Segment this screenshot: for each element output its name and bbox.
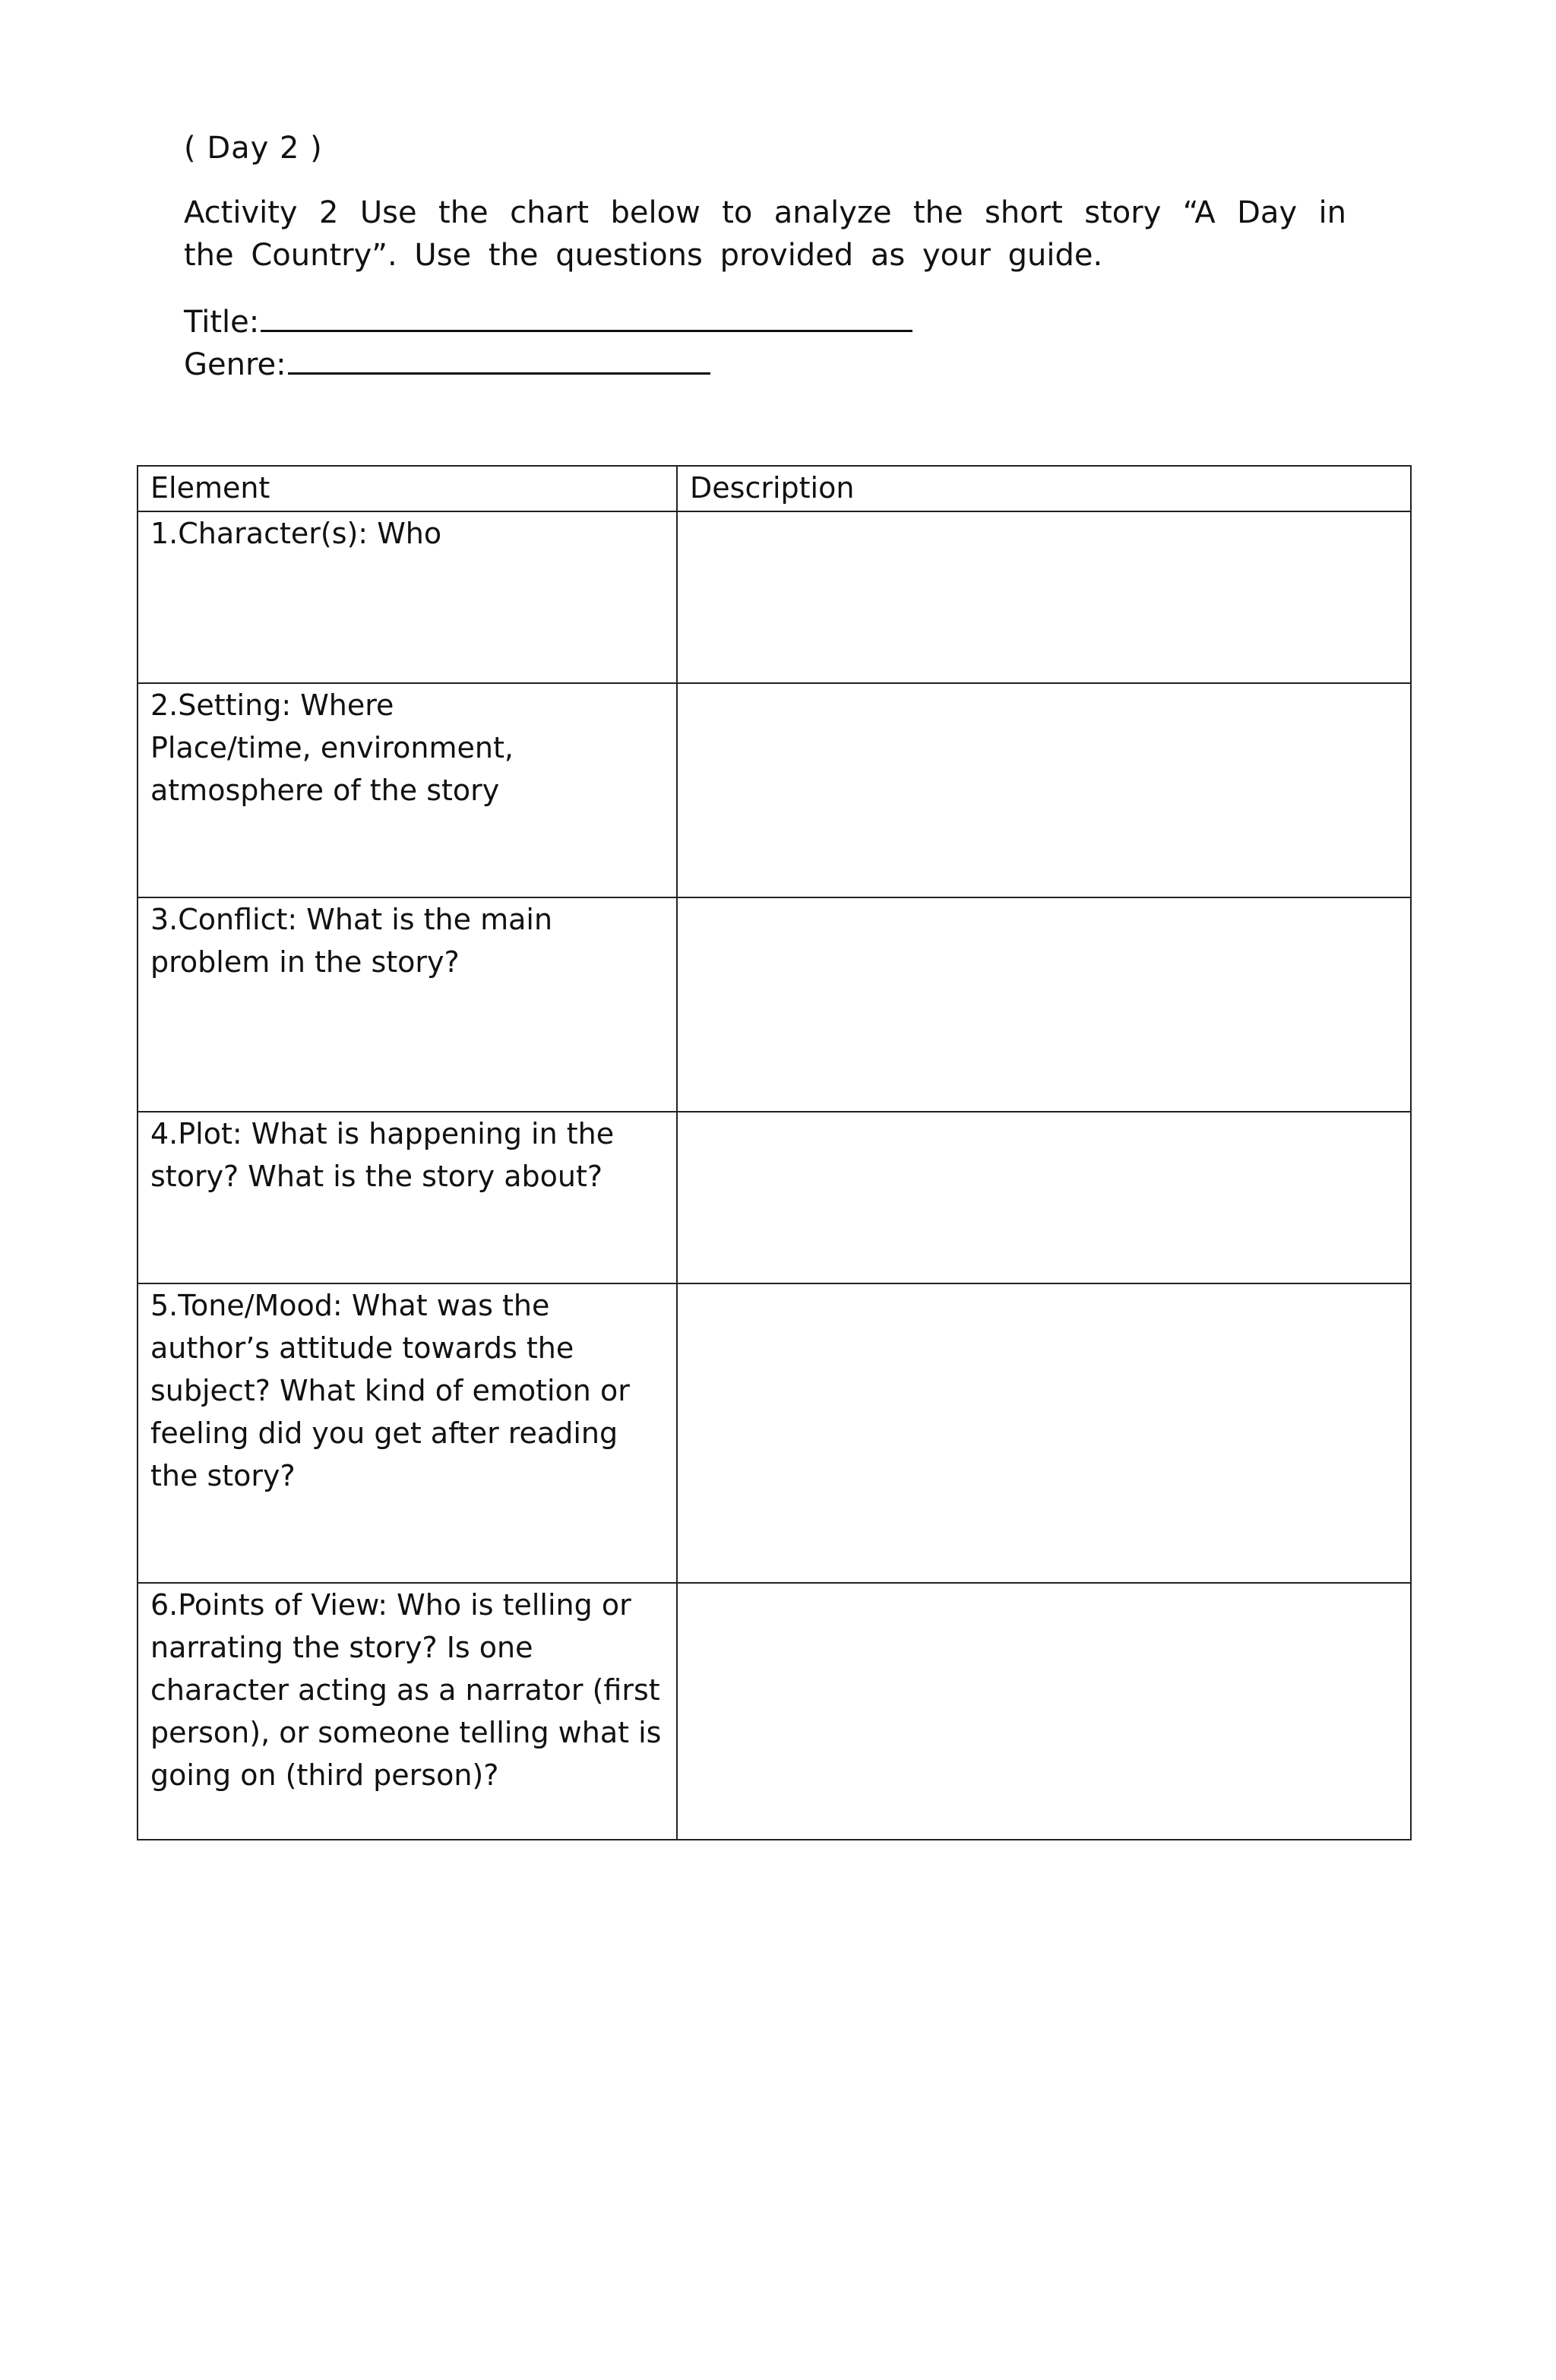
table-row bbox=[138, 897, 1411, 1112]
description-cell-setting[interactable] bbox=[677, 683, 1411, 897]
genre-label: Genre: bbox=[184, 347, 286, 382]
activity-instructions: Activity 2 Use the chart below to analyze the short story “A Day in the Country”. Use the questions provided as your guide. bbox=[184, 195, 1346, 273]
element-cell-conflict bbox=[138, 897, 677, 1112]
element-cell-plot bbox=[138, 1112, 677, 1283]
element-cell-tone-mood bbox=[138, 1283, 677, 1583]
genre-field bbox=[184, 342, 710, 385]
story-elements-chart bbox=[137, 465, 1412, 1840]
table-row bbox=[138, 1283, 1411, 1583]
description-column-header: Description bbox=[677, 466, 1411, 511]
title-field bbox=[184, 299, 912, 342]
description-cell-characters[interactable] bbox=[677, 511, 1411, 683]
description-cell-tone-mood[interactable] bbox=[677, 1283, 1411, 1583]
table-row bbox=[138, 511, 1411, 683]
element-column-header: Element bbox=[138, 466, 677, 511]
description-cell-conflict[interactable] bbox=[677, 897, 1411, 1112]
day-label: ( Day 2 ) bbox=[184, 131, 323, 166]
element-text: 5.Tone/Mood: What was the author’s attitude towards the subject? What kind of emotion or feeling did you get after reading the story? bbox=[150, 1289, 630, 1492]
element-cell-setting bbox=[138, 683, 677, 897]
table-row bbox=[138, 1112, 1411, 1283]
element-text: 1.Character(s): Who bbox=[150, 517, 442, 550]
element-cell-characters bbox=[138, 511, 677, 683]
genre-blank-line[interactable] bbox=[288, 342, 710, 375]
element-text: 4.Plot: What is happening in the story? What is the story about? bbox=[150, 1117, 615, 1193]
table-row bbox=[138, 683, 1411, 897]
element-text: 2.Setting: Where Place/time, environment, atmosphere of the story bbox=[150, 688, 514, 807]
description-cell-point-of-view[interactable] bbox=[677, 1583, 1411, 1840]
chart-header-row bbox=[138, 466, 1411, 511]
element-cell-point-of-view bbox=[138, 1583, 677, 1840]
description-cell-plot[interactable] bbox=[677, 1112, 1411, 1283]
element-text: 6.Points of View: Who is telling or narrating the story? Is one character acting as a narrator (first person), or someone telling what is going on (third person)? bbox=[150, 1588, 662, 1792]
table-row bbox=[138, 1583, 1411, 1840]
element-text: 3.Conflict: What is the main problem in the story? bbox=[150, 903, 553, 979]
title-label: Title: bbox=[184, 305, 260, 340]
title-blank-line[interactable] bbox=[261, 299, 912, 332]
